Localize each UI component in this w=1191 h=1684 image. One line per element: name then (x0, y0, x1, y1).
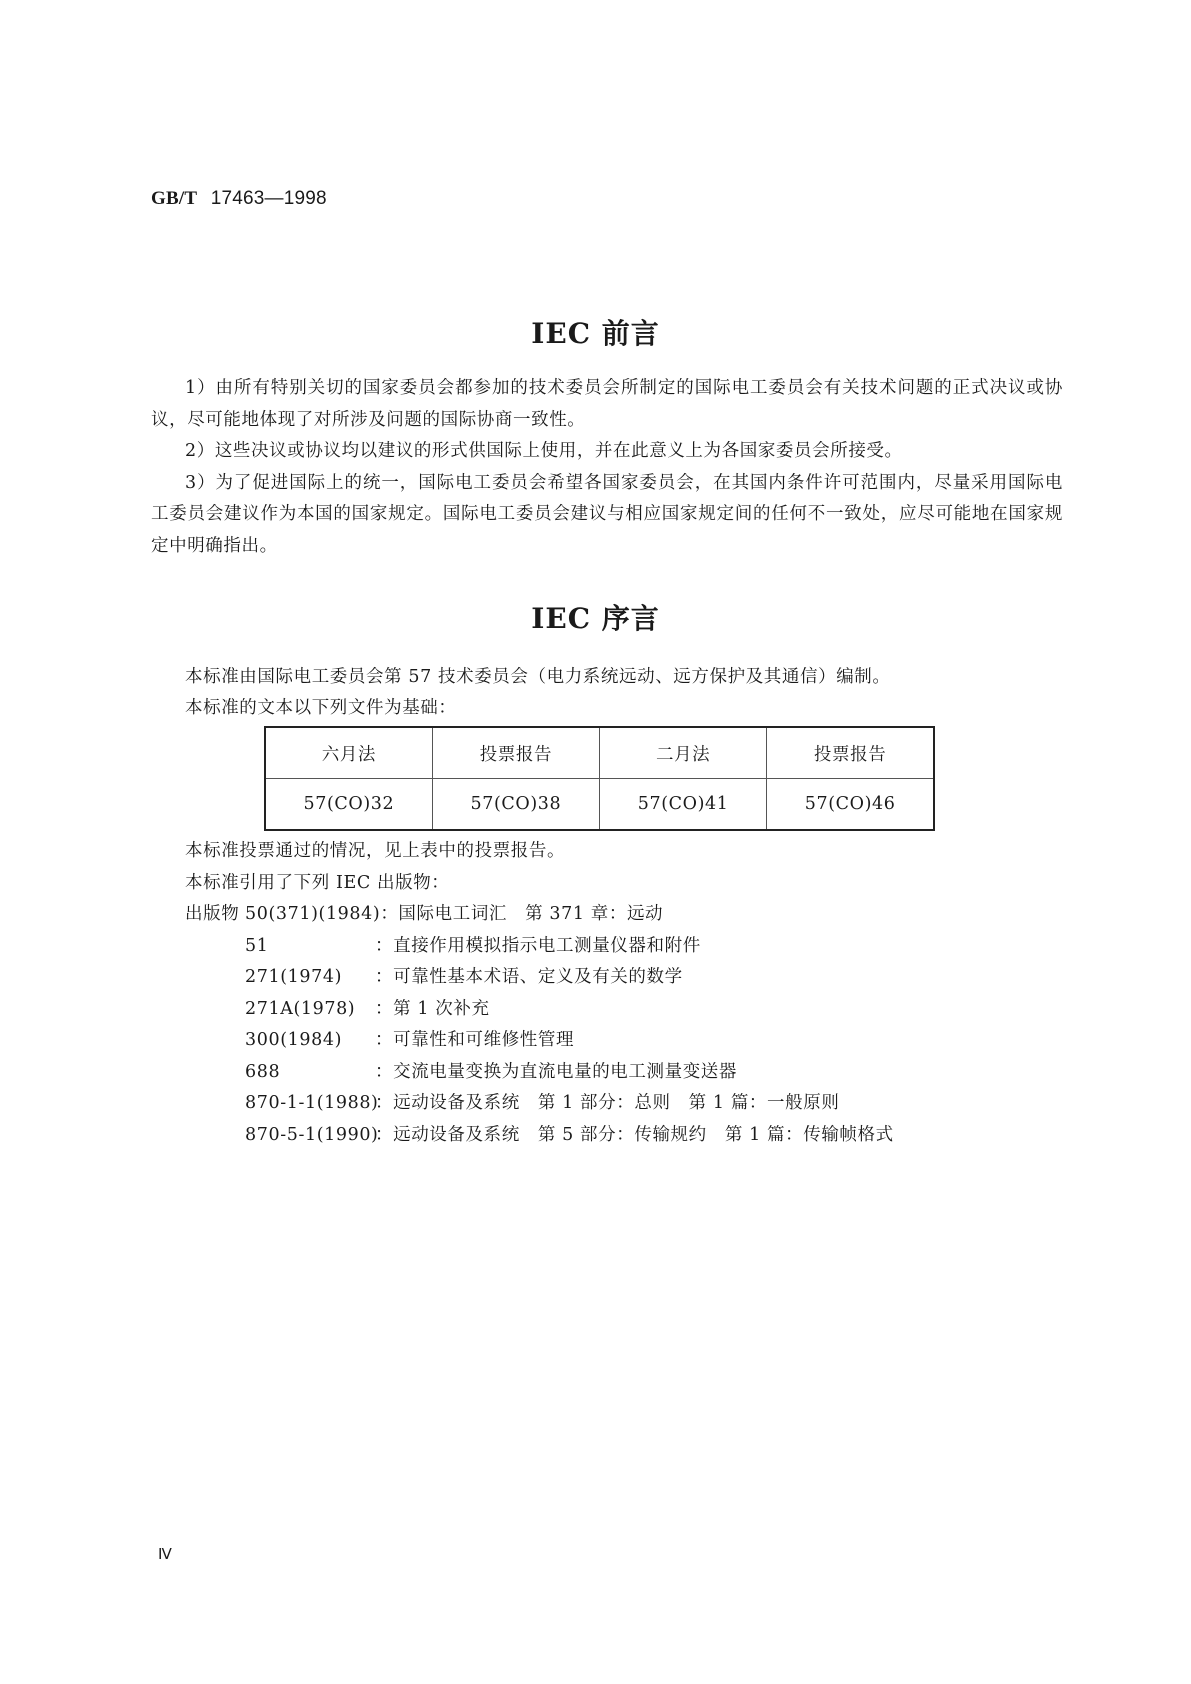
foreword-paragraph-2: 2）这些决议或协议均以建议的形式供国际上使用，并在此意义上为各国家委员会所接受。 (185, 441, 903, 461)
reference-title: ：可靠性和可维修性管理 (375, 1030, 575, 1050)
reference-item (185, 1025, 574, 1057)
reference-code: 271A(1978) (245, 999, 356, 1019)
reference-item (185, 994, 490, 1026)
table-header-cell: 投票报告 (432, 727, 599, 779)
reference-title: ：国际电工词汇 第 371 章：远动 (380, 904, 664, 924)
reference-item (185, 899, 663, 931)
table-row (265, 779, 934, 831)
reference-title: ：可靠性基本术语、定义及有关的数学 (375, 967, 683, 987)
preface-line-4: 本标准引用了下列 IEC 出版物： (185, 873, 450, 893)
reference-item (185, 1120, 894, 1152)
preface-line-2: 本标准的文本以下列文件为基础： (185, 698, 457, 718)
preface-title: IEC 序言 (531, 602, 660, 635)
reference-code: 300(1984) (245, 1030, 342, 1050)
page-number: Ⅳ (158, 1547, 172, 1563)
table-header-cell: 六月法 (265, 727, 432, 779)
reference-code: 870-5-1(1990) (245, 1125, 379, 1145)
standard-number (151, 188, 327, 210)
reference-item (185, 962, 683, 994)
reference-item (185, 1057, 737, 1089)
foreword-paragraph-1: 1）由所有特别关切的国家委员会都参加的技术委员会所制定的国际电工委员会有关技术问题的正式决议或协议，尽可能地体现了对所涉及问题的国际协商一致性。 (151, 378, 1063, 430)
standard-prefix: GB/T (151, 188, 198, 209)
reference-code: 51 (245, 936, 269, 956)
table-header-cell: 投票报告 (767, 727, 934, 779)
foreword-title: IEC 前言 (531, 317, 660, 350)
table-header-row (265, 727, 934, 779)
basis-documents-table (264, 726, 935, 831)
reference-code: 688 (245, 1062, 281, 1082)
standard-code: 17463—1998 (210, 188, 327, 209)
reference-code: 870-1-1(1988) (245, 1093, 379, 1113)
foreword-body (151, 373, 1063, 562)
reference-code: 271(1974) (245, 967, 342, 987)
reference-title: ：交流电量变换为直流电量的电工测量变送器 (375, 1062, 737, 1082)
table-cell: 57(CO)41 (600, 779, 767, 831)
preface-line-3: 本标准投票通过的情况，见上表中的投票报告。 (185, 841, 566, 861)
foreword-paragraph-3: 3）为了促进国际上的统一，国际电工委员会希望各国家委员会，在其国内条件许可范围内，尽量采用国际电工委员会建议作为本国的国家规定。国际电工委员会建议与相应国家规定间的任何不一致处，应尽可能地在国家规定中明确指出。 (151, 472, 1063, 556)
table-cell: 57(CO)46 (767, 779, 934, 831)
reference-title: ：第 1 次补充 (375, 999, 490, 1019)
reference-code: 50(371)(1984) (245, 904, 381, 924)
reference-item (185, 1088, 839, 1120)
table-header-cell: 二月法 (600, 727, 767, 779)
reference-title: ：直接作用模拟指示电工测量仪器和附件 (375, 936, 701, 956)
reference-title: ：远动设备及系统 第 5 部分：传输规约 第 1 篇：传输帧格式 (375, 1125, 894, 1145)
table-cell: 57(CO)38 (432, 779, 599, 831)
references-lead: 出版物 (185, 904, 240, 924)
table-cell: 57(CO)32 (265, 779, 432, 831)
reference-title: ：远动设备及系统 第 1 部分：总则 第 1 篇：一般原则 (375, 1093, 840, 1113)
reference-item (185, 931, 701, 963)
preface-line-1: 本标准由国际电工委员会第 57 技术委员会（电力系统远动、远方保护及其通信）编制。 (185, 667, 891, 687)
